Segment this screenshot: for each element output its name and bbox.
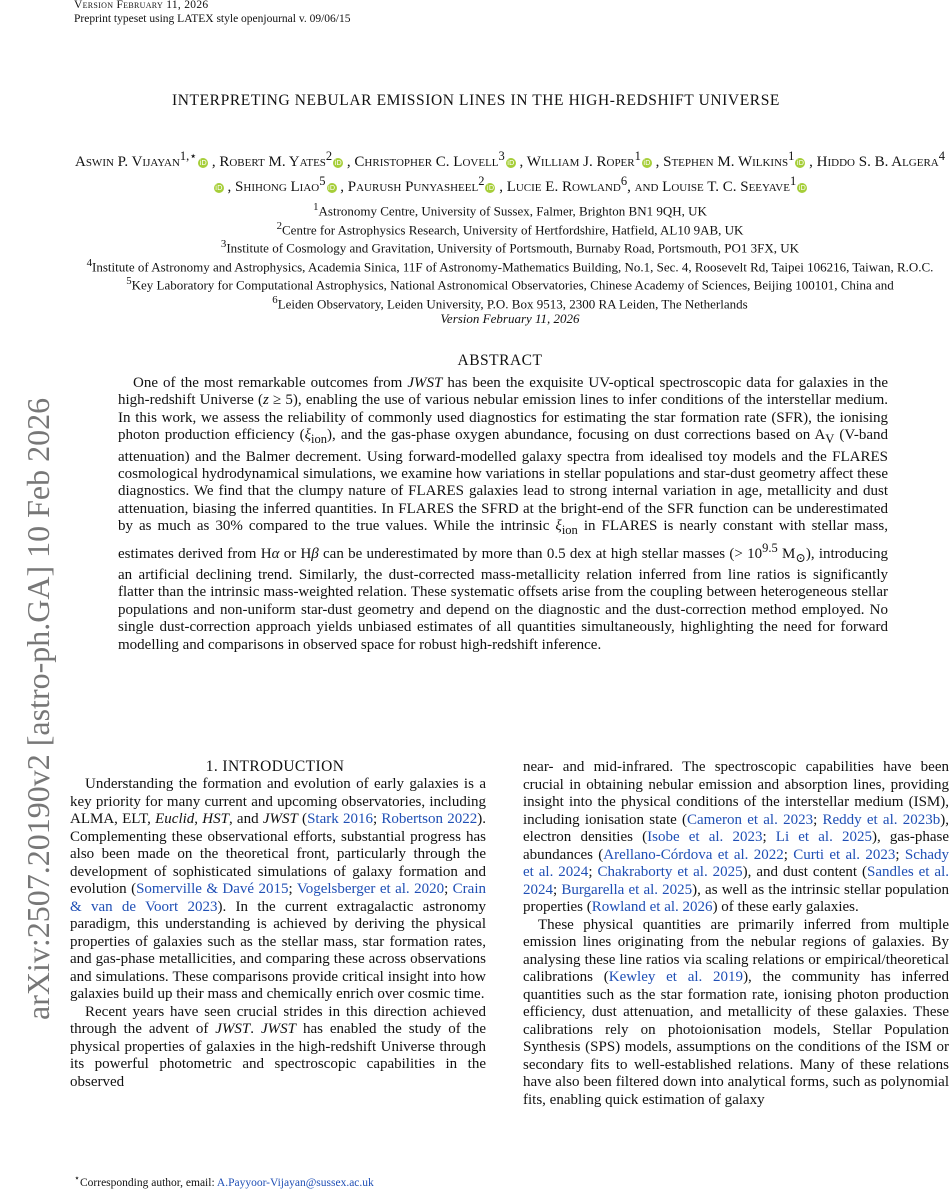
affiliation-item: $^1$Astronomy Centre, University of Sussex, Falmer, Brighton BN1 9QH, UK [313, 201, 707, 219]
citation-link[interactable]: Cameron et al. 2023 [687, 811, 814, 828]
citation-link[interactable]: Burgarella et al. 2025 [561, 881, 693, 898]
abstract-body: One of the most remarkable outcomes from JWST has been the exquisite UV-optical spectroscopic data for galaxies in the high-redshift Universe (z ≥ 5), enabling the use of various nebular emission lines to infer conditions of the interstellar medium. In this work, we assess the reliability of commonly used diagnostics for estimating the star formation rate (SFR), the ionising photon production efficiency $(\xi_{ion})$, and the gas-phase oxygen abundance, focusing on dust corrections based on $A_V$ (V-band attenuation) and the Balmer decrement. Using forward-modelled galaxy spectra from idealised toy models and the FLARES cosmological hydrodynamical simulations, we examine how variations in stellar populations and star-dust geometry affect these diagnostics. We find that the clumpy nature of FLARES galaxies lead to strong internal variation in age, metallicity and dust attenuation, biasing the inferred quantities. In FLARES the SFRD at the bright-end of the SFR function can be underestimated by as much as 30% compared to the true values. While the intrinsic $\xi_{ion}$ in FLARES is nearly constant with stellar mass, estimates derived from Hα or Hβ can be underestimated by more than 0.5 dex at high stellar masses (> $10^{9.5}$ $M_⊙$), introducing an artificial declining trend. Similarly, the dust-corrected mass-metallicity relation inferred from line ratios is significantly flatter than the intrinsic mass-weighted relation. These systematic offsets arise from the coupling between heterogeneous stellar populations and non-uniform star-dust geometry and depend on the diagnostic and the dust-correction method employed. No single dust-correction approach yields unbiased estimates of all quantities simultaneously, highlighting the need for forward modelling and comparisons in observed space for robust high-redshift inference. [118, 375, 889, 653]
orcid-icon: iD [199, 159, 207, 167]
paragraph: near- and mid-infrared. The spectroscopic capabilities have been crucial in obtaining nebular emission and absorption lines, providing insight into the physical conditions of the interstellar medium (ISM), including ionisation state (Cameron et al. 2023; Reddy et al. 2023b), electron densities (Isobe et al. 2023; Li et al. 2025), gas-phase abundances (Arellano-Córdova et al. 2022; Curti et al. 2023; Schady et al. 2024; Chakraborty et al. 2025), and dust content (Sandles et al. 2024; Burgarella et al. 2025), as well as the intrinsic stellar population properties (Rowland et al. 2026) of these early galaxies. [523, 759, 950, 915]
affiliation-item: $^2$Centre for Astrophysics Research, University of Hertfordshire, Hatfield, AL10 9AB, UK [276, 219, 744, 237]
citation-link[interactable]: Curti et al. 2023 [793, 846, 896, 863]
citation-link[interactable]: Somerville & Davé 2015 [136, 881, 289, 897]
footnote: ⋆Corresponding author, email: A.Payyoor-Vijayan@sussex.ac.uk [74, 1173, 374, 1189]
footnote-text: Corresponding author, email: [80, 1176, 217, 1189]
citation-link[interactable]: Isobe et al. 2023 [647, 829, 763, 845]
affiliations [70, 200, 950, 326]
orcid-icon: iD [798, 184, 806, 192]
citation-link[interactable]: Chakraborty et al. 2025 [597, 864, 743, 880]
arxiv-id[interactable]: arXiv:2507.20190v2 [astro-ph.GA] 10 Feb 2026 [20, 397, 56, 1020]
affiliation-item: $^6$Leiden Observatory, Leiden University, P.O. Box 9513, 2300 RA Leiden, The Netherlands [272, 293, 748, 311]
orcid-icon: iD [215, 184, 223, 192]
author-list: Aswin P. Vijayan$^{1,⋆}$ iD , Robert M. Yates$^2$ iD , Christopher C. Lovell$^3$ iD , William J. Roper$^1$ iD , Stephen M. Wilkins$^1$ iD , Hiddo S. B. Algera$^4$iD , Shihong Liao$^5$ iD , Paurush Punyasheel$^2$ iD , Lucie E. Rowland$^6$, and Louise T. C. Seeyave$^1$ iD [74, 149, 945, 195]
paragraph: Understanding the formation and evolution of early galaxies is a key priority for many current and upcoming observatories, including ALMA, ELT, Euclid, HST, and JWST (Stark 2016; Robertson 2022). Complementing these observational efforts, substantial progress has also been made on the theoretical front, particularly through the development of sophisticated simulations of galaxy formation and evolution (Somerville & Davé 2015; Vogelsberger et al. 2020; Crain & van de Voort 2023). In the current extragalactic astronomy paradigm, this understanding is achieved by deriving the physical properties of galaxies such as the stellar mass, star formation rates, and gas-phase metallicities, and comparing these across observations and simulations. These comparisons provide critical insight into how galaxies build up their mass and chemically enrich over cosmic time. [70, 776, 486, 1002]
left-column [70, 776, 486, 1091]
abstract-heading: ABSTRACT [457, 352, 543, 369]
orcid-icon: iD [507, 159, 515, 167]
version-header: Version February 11, 2026 [74, 0, 209, 11]
citation-link[interactable]: Stark 2016 [307, 811, 373, 827]
citation-link[interactable]: Arellano-Córdova et al. 2022 [603, 846, 784, 863]
citation-link[interactable]: Vogelsberger et al. 2020 [296, 881, 445, 897]
affiliation-item: $^3$Institute of Cosmology and Gravitation, University of Portsmouth, Burnaby Road, Portsmouth, PO1 3FX, UK [220, 238, 800, 256]
orcid-icon: iD [486, 184, 495, 192]
right-column [523, 759, 949, 1109]
version-date: Version February 11, 2026 [440, 311, 580, 327]
citation-link[interactable]: Sandles et al. 2024 [523, 864, 949, 898]
citation-link[interactable]: Rowland et al. 2026 [591, 899, 713, 915]
orcid-icon: iD [334, 159, 342, 167]
citation-link[interactable]: Reddy et al. 2023b [822, 811, 941, 828]
affiliation-item: $^5$Key Laboratory for Computational Astrophysics, National Astronomical Observatories, Chinese Academy of Sciences, Beijing 100101, China and [126, 275, 894, 293]
orcid-icon: iD [327, 184, 336, 192]
orcid-icon: iD [643, 159, 651, 167]
citation-link[interactable]: Crain & van de Voort 2023 [70, 881, 486, 915]
citation-link[interactable]: Kewley et al. 2019 [608, 969, 744, 985]
email-link[interactable]: A.Payyoor-Vijayan@sussex.ac.uk [216, 1176, 374, 1189]
citation-link[interactable]: Robertson 2022 [381, 811, 478, 827]
paragraph: Recent years have seen crucial strides in this direction achieved through the advent of JWST. JWST has enabled the study of the physical properties of galaxies in the high-redshift Universe through its powerful photometric and spectroscopic capabilities in the observed [70, 1003, 486, 1090]
paragraph: These physical quantities are primarily inferred from multiple emission lines originating from the nebular regions of galaxies. By analysing these line ratios via scaling relations or empirical/theoretical calibrations (Kewley et al. 2019), the community has inferred quantities such as the star formation rate, ionising photon production efficiency, dust attenuation, and metallicity of these galaxies. These calibrations rely on photoionisation models, Stellar Population Synthesis (SPS) models, assumptions on the conditions of the ISM or secondary fits to well-established relations. Many of these relations have also been filtered down into analytical forms, such as polynomial fits, enabling quick estimation of galaxy [523, 916, 949, 1108]
citation-link[interactable]: Schady et al. 2024 [523, 846, 950, 880]
arxiv-sidebar [0, 260, 56, 1020]
citation-link[interactable]: Li et al. 2025 [775, 829, 872, 845]
paper-title: INTERPRETING NEBULAR EMISSION LINES IN THE HIGH-REDSHIFT UNIVERSE [171, 92, 781, 109]
section-heading-introduction: 1. INTRODUCTION [205, 758, 345, 775]
affiliation-item: $^4$Institute of Astronomy and Astrophysics, Academia Sinica, 11F of Astronomy-Mathematics Building, No.1, Sec. 4, Roosevelt Rd, Taipei 106216, Taiwan, R.O.C. [86, 256, 934, 274]
orcid-icon: iD [796, 159, 805, 167]
preprint-line: Preprint typeset using LATEX style openjournal v. 09/06/15 [74, 13, 351, 25]
